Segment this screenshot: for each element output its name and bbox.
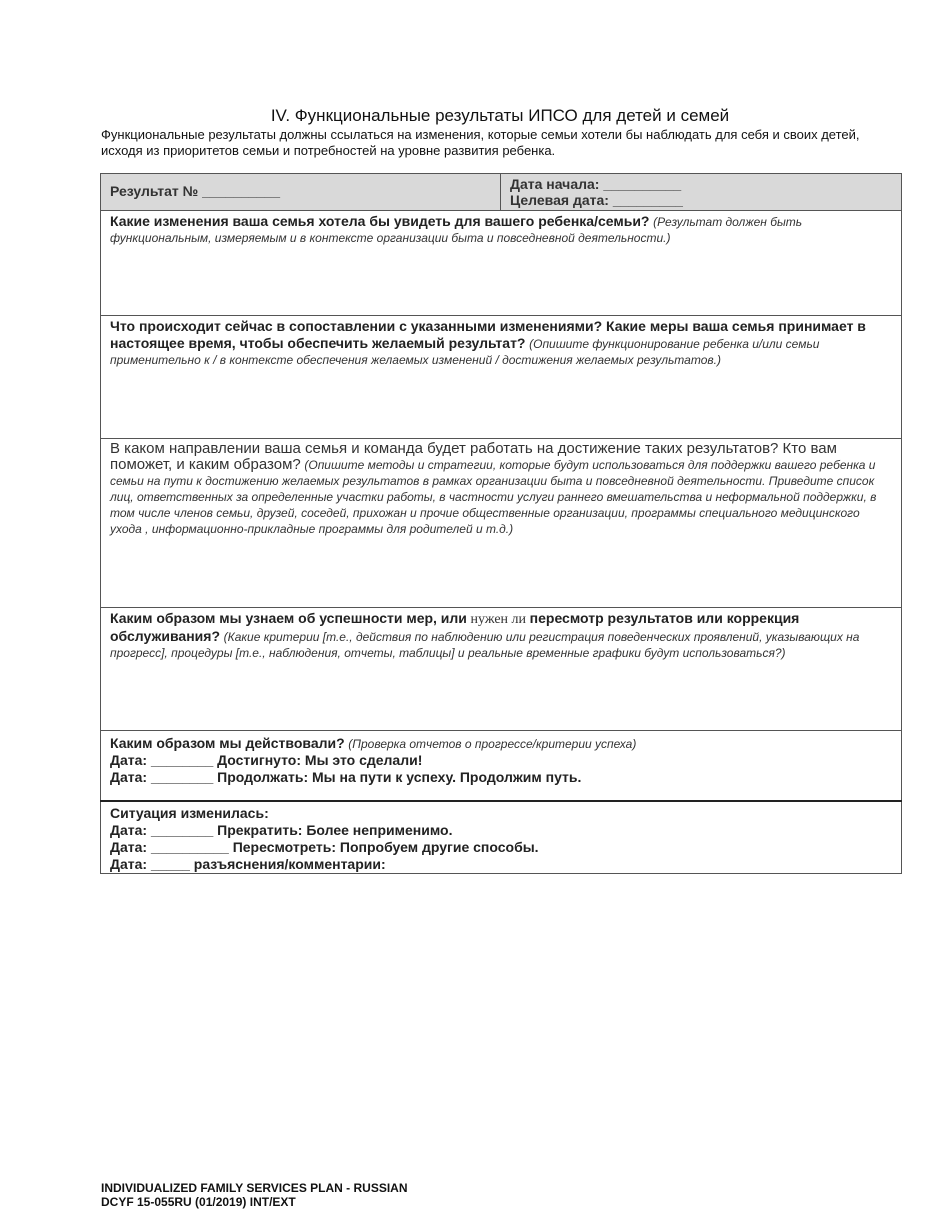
dates-cell [501,174,902,211]
question-success-cell[interactable] [101,608,902,731]
situation-changed-row [101,801,902,874]
question-current-label: Что происходит сейчас в сопоставлении с указанными изменениями? Какие меры ваша семья принимает в настоящее время, чтобы обеспечить желаемый результат? [110,318,866,351]
question-row-current [101,316,902,439]
question-current-cell[interactable] [101,316,902,439]
form-header-row [101,174,902,211]
question-success-label-mid: нужен ли [470,612,527,627]
discontinue-date-line[interactable]: Дата: ________ Прекратить: Более неприменимо. [110,822,453,838]
question-changes-label: Какие изменения ваша семья хотела бы увидеть для вашего ребенка/семьи? [110,213,650,229]
question-progress-label: Каким образом мы действовали? [110,735,345,751]
question-row-progress [101,731,902,802]
question-direction-label: В каком направлении ваша семья и команда будет работать на достижение таких результатов? Кто вам поможет, и каким образом? [110,440,837,473]
revise-date-line[interactable]: Дата: __________ Пересмотреть: Попробуем другие способы. [110,839,539,855]
start-date-field[interactable]: Дата начала: __________ [510,176,682,192]
question-row-success [101,608,902,731]
question-row-changes [101,211,902,316]
question-changes-cell[interactable] [101,211,902,316]
situation-changed-cell [101,801,902,874]
question-direction-cell[interactable] [101,439,902,608]
outcome-form-table [100,173,902,874]
question-progress-hint: (Проверка отчетов о прогрессе/критерии успеха) [348,737,637,751]
footer-form-code: DCYF 15-055RU (01/2019) INT/EXT [101,1195,296,1209]
question-success-label-a: Каким образом мы узнаем об успешности мер, или [110,610,467,626]
question-current-hint: (Опишите функционирование ребенка и/или семьи применительно к / в контексте обеспечения желаемых изменений / достижения желаемых результатов.) [110,337,820,367]
footer-plan-name: INDIVIDUALIZED FAMILY SERVICES PLAN - RUSSIAN [101,1181,408,1195]
question-row-direction [101,439,902,608]
continue-date-line[interactable]: Дата: ________ Продолжать: Мы на пути к успеху. Продолжим путь. [110,769,582,785]
question-success-hint: (Какие критерии [т.е., действия по наблюдению или регистрация поведенческих проявлений, указывающих на прогресс], процедуры [т.е., наблюдения, отчеты, таблицы] и реальные временные графики будут использоваться?) [110,630,860,660]
target-date-field[interactable]: Целевая дата: _________ [510,192,683,208]
question-changes-hint: (Результат должен быть функциональным, измеряемым и в контексте организации быта и повседневной деятельности.) [110,215,803,245]
question-progress-cell [101,731,902,802]
result-number-field[interactable]: Результат № __________ [101,174,501,211]
situation-changed-heading: Ситуация изменилась: [110,805,269,821]
question-direction-hint: (Опишите методы и стратегии, которые будут использоваться для поддержки вашего ребенка и семьи на пути к достижению желаемых результатов в рамках организации быта и повседневной деятельности. Приведите список лиц, ответственных за определенные участки работы, в частности услуги раннего вмешательства и неформальной поддержки, в том числе членов семьи, друзей, соседей, прихожан и прочие общественные организации, программы специального медицинского ухода , информационно-прикладные программы для родителей и т.д.) [110,458,877,536]
achieved-date-line[interactable]: Дата: ________ Достигнуто: Мы это сделали! [110,752,423,768]
question-success-label-b: пересмотр результатов или коррекция обслуживания? [110,610,800,644]
intro-text: Функциональные результаты должны ссылаться на изменения, которые семьи хотели бы наблюдать для себя и своих детей, исходя из приоритетов семьи и потребностей на уровне развития ребенка. [101,127,860,158]
page-title: IV. Функциональные результаты ИПСО для детей и семей [270,106,730,125]
comments-date-line[interactable]: Дата: _____ разъяснения/комментарии: [110,856,386,872]
form-footer [101,1181,408,1209]
